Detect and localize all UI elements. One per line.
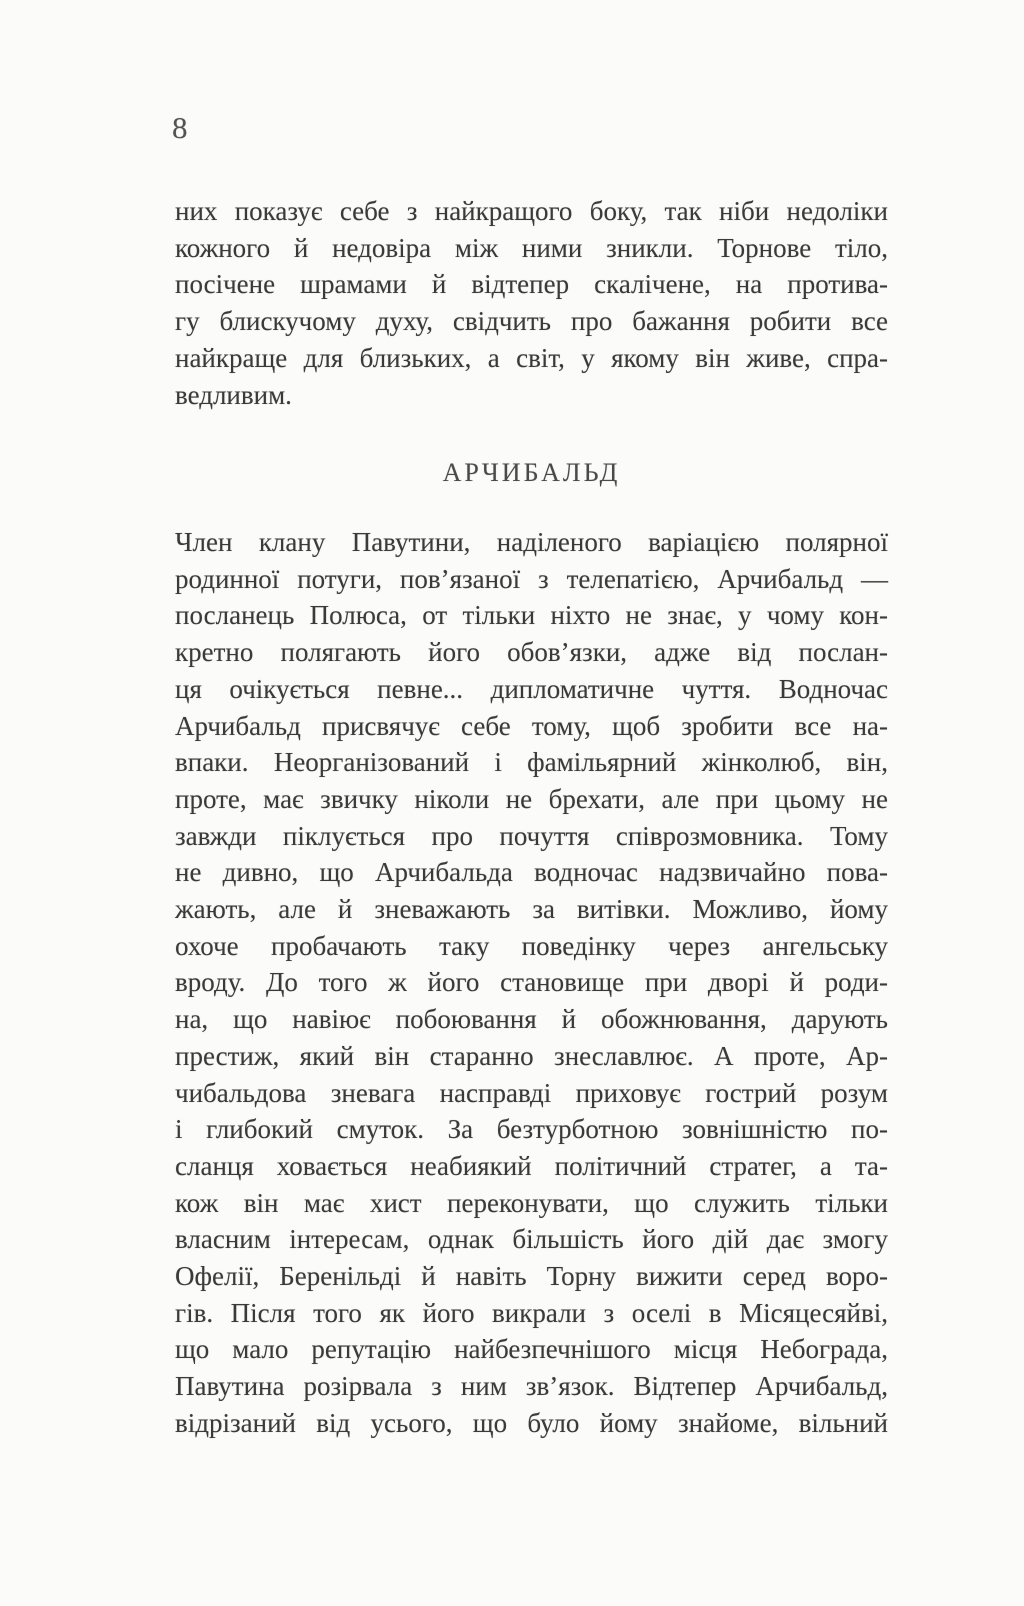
section-heading: АРЧИБАЛЬД xyxy=(442,458,621,487)
text-line: впаки. Неорганізований і фамільярний жінколюб, він, xyxy=(175,747,888,778)
text-line: ця очікується певне... дипломатичне чуття. Водночас xyxy=(175,673,888,704)
text-line: Член клану Павутини, наділеного варіацією полярної xyxy=(175,527,888,557)
text-line: на, що навіює побоювання й обожнювання, дарують xyxy=(175,1004,888,1035)
text-line: проте, має звичку ніколи не брехати, але при цьому не xyxy=(175,783,888,814)
text-line: кожного й недовіра між ними зникли. Торнове тіло, xyxy=(175,232,888,263)
text-line: гів. Після того як його викрали з оселі в Місяцесяйві, xyxy=(175,1297,888,1328)
text-line: вроду. До того ж його становище при дворі й роди- xyxy=(175,967,888,998)
text-line: Арчибальд присвячує себе тому, щоб зробити все на- xyxy=(175,710,888,741)
text-line: чибальдова зневага насправді приховує гострий розум xyxy=(175,1077,888,1108)
text-line: ведливим. xyxy=(175,379,292,410)
text-line: престиж, який він старанно знеславлює. А проте, Ар- xyxy=(175,1040,888,1071)
text-line: що мало репутацію найбезпечнішого місця Небограда, xyxy=(175,1334,888,1365)
text-line: посічене шрамами й відтепер скалічене, на протива- xyxy=(175,269,888,300)
text-line: родинної потуги, пов’язаної з телепатією, Арчибальд — xyxy=(175,563,888,594)
text-line: охоче пробачають таку поведінку через ангельську xyxy=(175,930,888,961)
text-line: посланець Полюса, от тільки ніхто не знає, у чому кон- xyxy=(175,600,888,631)
text-line: власним інтересам, однак більшість його дій дає змогу xyxy=(175,1224,888,1255)
text-line: гу блискучому духу, свідчить про бажання робити все xyxy=(175,306,888,337)
text-line: них показує себе з найкращого боку, так ніби недоліки xyxy=(175,196,888,226)
paragraph-archibald-description xyxy=(175,524,888,1442)
text-line: і глибокий смуток. За безтурботною зовнішністю по- xyxy=(175,1114,888,1145)
text-line: завжди піклується про почуття співрозмовника. Тому xyxy=(175,820,888,851)
text-line: жають, але й зневажають за витівки. Можливо, йому xyxy=(175,894,888,925)
text-line: найкраще для близьких, а світ, у якому він живе, спра- xyxy=(175,342,888,373)
text-line: Офелії, Беренільді й навіть Торну вижити серед воро- xyxy=(175,1261,888,1292)
paragraph-continued-from-previous-page xyxy=(175,193,888,413)
page-number: 8 xyxy=(172,110,188,145)
text-line: кож він має хист переконувати, що служить тільки xyxy=(175,1187,888,1218)
text-line: не дивно, що Арчибальда водночас надзвичайно пова- xyxy=(175,857,888,888)
text-line: кретно полягають його обов’язки, адже від послан- xyxy=(175,637,888,668)
text-line: відрізаний від усього, що було йому знайоме, вільний xyxy=(175,1407,888,1438)
text-line: сланця ховається неабиякий політичний стратег, а та- xyxy=(175,1150,888,1181)
text-line: Павутина розірвала з ним зв’язок. Відтепер Арчибальд, xyxy=(175,1371,888,1402)
